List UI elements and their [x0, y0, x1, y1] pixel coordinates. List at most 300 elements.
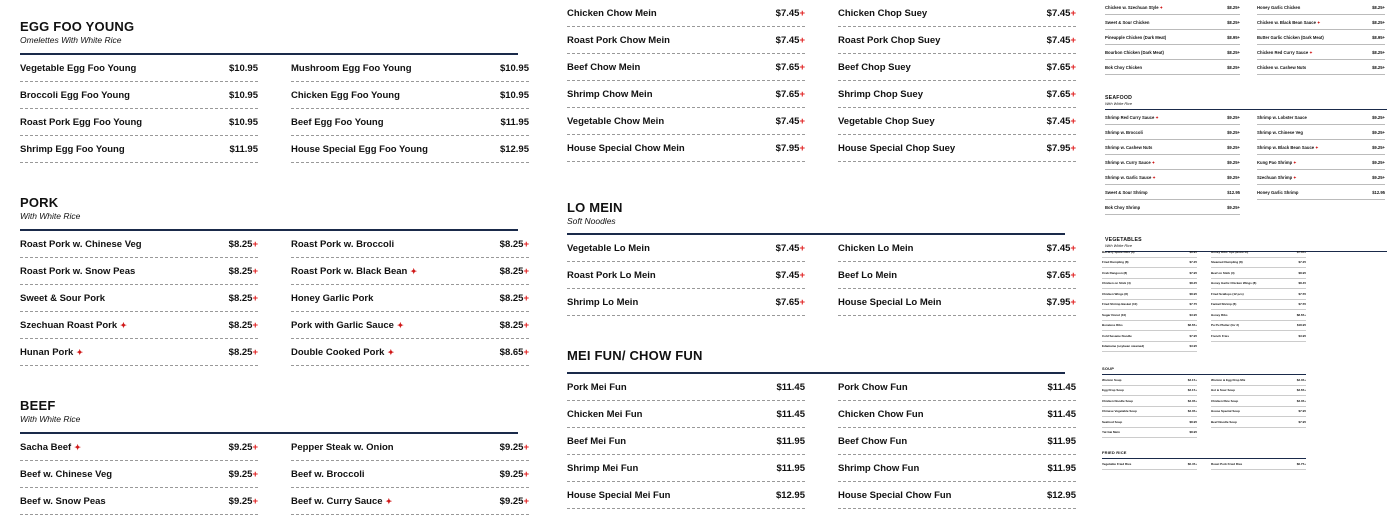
- menu-item-name: [1257, 130, 1303, 135]
- menu-item-price: [1047, 463, 1076, 474]
- menu-item-label: Beef Chow Fun: [838, 435, 908, 447]
- plus-marker: +: [252, 468, 258, 480]
- menu-item-price: [1188, 399, 1197, 403]
- menu-item-name: [1105, 205, 1140, 210]
- menu-item-name: [1105, 175, 1156, 180]
- plus-marker: +: [1070, 61, 1076, 73]
- plus-marker: +: [523, 319, 529, 331]
- chow-mein-list: [567, 0, 1076, 162]
- section-subtitle: With White Rice: [20, 211, 81, 221]
- menu-item-name: [567, 143, 685, 154]
- menu-item: [20, 312, 258, 339]
- price-value: $9.25: [499, 495, 524, 507]
- menu-item-label: Beef w. Snow Peas: [20, 495, 106, 507]
- menu-item-name: [1102, 271, 1127, 275]
- menu-item-price: [1047, 35, 1076, 46]
- menu-item-price: [500, 266, 529, 277]
- menu-item-label: Shrimp Lo Mein: [567, 296, 639, 308]
- menu-item-name: [1105, 65, 1142, 70]
- menu-item: [1211, 279, 1306, 290]
- menu-item: [1102, 428, 1197, 439]
- menu-item-label: Kung Pao Shrimp: [1257, 159, 1293, 165]
- price-value: $6.45+: [1187, 461, 1197, 466]
- menu-item-price: [1372, 20, 1385, 25]
- price-value: $3.35+: [1296, 398, 1306, 403]
- menu-item-name: [1102, 462, 1131, 466]
- price-value: $3.65+: [1296, 388, 1306, 393]
- menu-item-price: [229, 90, 258, 101]
- menu-item-label: Double Cooked Pork: [291, 346, 385, 358]
- menu-item-price: [229, 442, 258, 453]
- price-value: $8.25+: [1227, 49, 1240, 55]
- menu-item-label: Roast Pork Lo Mein: [567, 269, 656, 281]
- menu-item: [1257, 140, 1385, 155]
- menu-item-price: [1297, 313, 1306, 317]
- price-value: $8.25: [1189, 281, 1197, 286]
- price-value: $10.95: [228, 116, 258, 128]
- menu-item-name: [567, 116, 664, 127]
- menu-item-name: [838, 35, 940, 46]
- menu-item-name: [291, 347, 394, 358]
- menu-item-price: [1227, 20, 1240, 25]
- column-right: [1105, 0, 1387, 252]
- menu-item-name: [1257, 115, 1307, 120]
- menu-item-price: [1047, 436, 1076, 447]
- menu-item-price: [1047, 89, 1076, 100]
- menu-item-name: [1102, 281, 1131, 285]
- menu-item-price: [500, 320, 529, 331]
- price-value: $9.25: [228, 495, 253, 507]
- section-title-egg-foo-young: EGG FOO YOUNG: [20, 19, 135, 34]
- menu-item: [1102, 375, 1197, 386]
- menu-item: [1105, 60, 1240, 75]
- menu-item: [1211, 321, 1306, 332]
- menu-item-price: [1298, 420, 1306, 424]
- menu-item-label: Broccoli Egg Foo Young: [20, 89, 130, 101]
- menu-item: [291, 231, 529, 258]
- price-value: $8.25: [499, 292, 524, 304]
- menu-item-price: [1188, 462, 1197, 466]
- menu-item-name: [567, 409, 642, 420]
- menu-item-label: Beef Noodle Soup: [1211, 419, 1237, 424]
- plus-marker: +: [1070, 142, 1076, 154]
- menu-item: [1211, 331, 1306, 342]
- menu-item: [838, 235, 1076, 262]
- menu-item-price: [1298, 302, 1306, 306]
- menu-item-price: [776, 62, 805, 73]
- price-value: $9.25+: [1372, 144, 1385, 150]
- menu-item-label: Vegetable Egg Foo Young: [20, 62, 137, 74]
- menu-item-label: Pork Chow Fun: [838, 381, 908, 393]
- menu-item-name: [291, 496, 392, 507]
- menu-item-label: Chicken Rice Soup: [1211, 398, 1239, 403]
- menu-item: [1105, 30, 1240, 45]
- menu-item-name: [838, 382, 908, 393]
- menu-item: [1257, 0, 1385, 15]
- menu-item-label: Chicken on Stick (4): [1102, 281, 1131, 286]
- menu-item-label: Chicken Egg Foo Young: [291, 89, 400, 101]
- menu-item-name: [567, 297, 638, 308]
- menu-item: [838, 81, 1076, 108]
- plus-marker: +: [1070, 7, 1076, 19]
- price-value: $7.95: [1046, 142, 1071, 154]
- menu-item-label: Honey Ribs Tips (Bone in): [1211, 249, 1249, 254]
- menu-item-price: [1227, 190, 1240, 195]
- menu-item-label: Honey Ribs: [1211, 312, 1228, 317]
- menu-item-price: [229, 144, 258, 155]
- menu-item: [838, 54, 1076, 81]
- menu-item-label: Szechuan Roast Pork: [20, 319, 118, 331]
- menu-item-name: [838, 89, 923, 100]
- menu-item: [20, 55, 258, 82]
- menu-item-label: Shrimp w. Curry Sauce: [1105, 159, 1151, 165]
- price-value: $9.25+: [1372, 114, 1385, 120]
- menu-item-label: Beef Chow Mein: [567, 61, 641, 73]
- menu-item-price: [1188, 388, 1197, 392]
- menu-item-label: Sweet & Sour Pork: [20, 292, 105, 304]
- menu-item: [838, 455, 1076, 482]
- menu-item-name: [1257, 160, 1297, 165]
- menu-item: [1211, 417, 1306, 428]
- menu-item-price: [776, 143, 805, 154]
- menu-item-price: [229, 469, 258, 480]
- price-value: $7.95: [775, 142, 800, 154]
- menu-item: [1257, 155, 1385, 170]
- menu-item: [1105, 45, 1240, 60]
- price-value: $7.25: [1298, 260, 1306, 265]
- menu-item-label: Shrimp w. Chinese Veg: [1257, 129, 1303, 135]
- menu-item-label: Shrimp w. Garlic Sauce: [1105, 174, 1152, 180]
- menu-item-label: Bar-B-Q Spare Ribs (6): [1102, 249, 1135, 254]
- menu-item-name: [1211, 313, 1228, 317]
- menu-item-price: [1189, 313, 1197, 317]
- plus-marker: +: [1070, 296, 1076, 308]
- menu-item: [1211, 268, 1306, 279]
- price-value: $9.25+: [1227, 174, 1240, 180]
- menu-item-label: Sweet & Sour Chicken: [1105, 19, 1150, 25]
- price-value: $3.95: [1189, 312, 1197, 317]
- menu-item-name: [567, 382, 627, 393]
- menu-item-price: [776, 116, 805, 127]
- menu-item-label: Shrimp w. Lobster Sauce: [1257, 114, 1307, 120]
- price-value: $8.25: [499, 265, 524, 277]
- menu-item-price: [1188, 323, 1197, 327]
- price-value: $8.65+: [1187, 323, 1197, 328]
- menu-item-label: Wonton & Egg Drop Mix: [1211, 377, 1246, 382]
- plus-marker: +: [523, 495, 529, 507]
- menu-item-name: [1211, 260, 1243, 264]
- menu-item: [1257, 45, 1385, 60]
- menu-item-label: Chicken Lo Mein: [838, 242, 914, 254]
- menu-item-name: [1105, 190, 1148, 195]
- menu-item-price: [229, 239, 258, 250]
- menu-item-name: [567, 463, 638, 474]
- plus-marker: +: [252, 238, 258, 250]
- plus-marker: +: [252, 346, 258, 358]
- menu-item-price: [1372, 175, 1385, 180]
- menu-item-name: [838, 116, 935, 127]
- menu-item-name: [1211, 281, 1256, 285]
- menu-item-label: Roast Pork w. Chinese Veg: [20, 238, 142, 250]
- price-value: $9.25+: [1227, 144, 1240, 150]
- menu-item-name: [1257, 190, 1298, 195]
- menu-item-price: [776, 35, 805, 46]
- menu-item: [1257, 15, 1385, 30]
- menu-item-label: Pineapple Chicken (Dark Meat): [1105, 34, 1167, 40]
- menu-item-label: Beef Lo Mein: [838, 269, 898, 281]
- menu-item: [20, 285, 258, 312]
- section-title-soup: SOUP: [1102, 366, 1115, 371]
- menu-item-label: Fried Dumpling (8): [1102, 260, 1129, 265]
- seafood-list: [1105, 110, 1387, 215]
- menu-item-price: [1297, 323, 1306, 327]
- menu-item-name: [291, 144, 428, 155]
- menu-item-price: [229, 117, 258, 128]
- plus-marker: +: [799, 142, 805, 154]
- price-value: $8.95: [1189, 430, 1197, 435]
- menu-item-name: [1102, 292, 1128, 296]
- menu-item: [1211, 396, 1306, 407]
- menu-item-price: [1189, 334, 1197, 338]
- chili-pepper-icon: ✦: [1316, 19, 1321, 25]
- price-value: $9.25: [228, 441, 253, 453]
- menu-item: [1211, 459, 1306, 470]
- menu-item: [291, 55, 529, 82]
- price-value: $9.25: [499, 441, 524, 453]
- price-value: $11.95: [1047, 462, 1076, 474]
- menu-item-name: [1102, 344, 1144, 348]
- price-value: $8.25+: [1227, 64, 1240, 70]
- menu-item-name: [1257, 65, 1306, 70]
- menu-item: [1105, 155, 1240, 170]
- menu-item-price: [1372, 145, 1385, 150]
- menu-item-price: [229, 320, 258, 331]
- menu-item: [1102, 342, 1197, 353]
- lo-mein-list: [567, 235, 1076, 316]
- menu-item: [1211, 386, 1306, 397]
- menu-item-label: Sweet & Sour Shrimp: [1105, 189, 1148, 195]
- appetizer-list: [1102, 247, 1306, 352]
- price-value: $11.95: [776, 462, 805, 474]
- chili-pepper-icon: ✦: [76, 347, 84, 357]
- menu-item-label: Seafood Soup: [1102, 419, 1123, 424]
- menu-item-name: [1102, 378, 1121, 382]
- menu-item-name: [1211, 323, 1239, 327]
- menu-item-name: [567, 89, 653, 100]
- menu-item-label: Steamed Dumpling (8): [1211, 260, 1243, 265]
- price-value: $7.25: [1189, 260, 1197, 265]
- menu-item-price: [500, 117, 529, 128]
- menu-item: [838, 289, 1076, 316]
- menu-item-price: [1298, 260, 1306, 264]
- menu-item-name: [291, 63, 412, 74]
- price-value: $7.45: [775, 115, 800, 127]
- menu-item-name: [291, 293, 373, 304]
- menu-item-name: [20, 469, 112, 480]
- menu-item-name: [20, 496, 106, 507]
- price-value: $7.75: [1189, 302, 1197, 307]
- price-value: $7.45: [775, 242, 800, 254]
- menu-item-name: [291, 469, 365, 480]
- menu-item-price: [1047, 116, 1076, 127]
- menu-item-price: [776, 270, 805, 281]
- menu-item: [567, 262, 805, 289]
- menu-item-price: [500, 347, 529, 358]
- column-middle: [567, 0, 1076, 509]
- menu-item-price: [776, 409, 805, 420]
- menu-item-price: [1372, 35, 1385, 40]
- price-value: $7.95: [1298, 419, 1306, 424]
- menu-item-name: [1102, 302, 1137, 306]
- menu-item-name: [1105, 145, 1152, 150]
- menu-item: [1105, 185, 1240, 200]
- menu-item-name: [1102, 313, 1126, 317]
- price-value: $8.25: [228, 319, 253, 331]
- section-subtitle: Omelettes With White Rice: [20, 35, 122, 45]
- menu-item: [20, 136, 258, 163]
- menu-item-price: [1227, 115, 1240, 120]
- price-value: $7.45: [1046, 242, 1071, 254]
- menu-item-label: Honey Garlic Chicken Wings (8): [1211, 281, 1257, 286]
- menu-item-label: Vegetable Lo Mein: [567, 242, 650, 254]
- menu-item-name: [1211, 334, 1229, 338]
- price-value: $11.45: [776, 381, 805, 393]
- price-value: $8.25+: [1227, 4, 1240, 10]
- menu-item-price: [776, 436, 805, 447]
- menu-item: [1105, 125, 1240, 140]
- menu-item-price: [1189, 420, 1197, 424]
- price-value: $9.25: [499, 468, 524, 480]
- menu-item: [291, 82, 529, 109]
- price-value: $7.45: [775, 7, 800, 19]
- menu-item-name: [1102, 388, 1124, 392]
- menu-item-price: [1298, 281, 1306, 285]
- menu-item: [567, 455, 805, 482]
- menu-item: [838, 108, 1076, 135]
- chili-pepper-icon: ✦: [410, 266, 418, 276]
- menu-item-name: [838, 143, 955, 154]
- menu-item-price: [1372, 160, 1385, 165]
- menu-item-name: [1102, 323, 1123, 327]
- menu-item: [1257, 125, 1385, 140]
- menu-item: [567, 401, 805, 428]
- menu-item-name: [838, 490, 952, 501]
- menu-item-label: Crab Rangoon (8): [1102, 270, 1128, 275]
- menu-item-name: [1211, 409, 1240, 413]
- menu-item-price: [1298, 271, 1306, 275]
- menu-item-name: [1257, 20, 1320, 25]
- menu-item-label: Butter Garlic Chicken (Dark Meat): [1257, 34, 1324, 40]
- menu-item-price: [1189, 250, 1197, 254]
- menu-item-name: [1105, 35, 1166, 40]
- menu-item-price: [1372, 115, 1385, 120]
- menu-item: [838, 374, 1076, 401]
- menu-item-name: [1257, 35, 1324, 40]
- menu-item-price: [1047, 62, 1076, 73]
- menu-item-name: [1257, 50, 1313, 55]
- menu-item-label: Shrimp Chow Mein: [567, 88, 653, 100]
- price-value: $12.95: [775, 489, 805, 501]
- price-value: $8.95+: [1372, 34, 1385, 40]
- plus-marker: +: [523, 346, 529, 358]
- price-value: $6.75+: [1296, 461, 1306, 466]
- menu-item-name: [1105, 50, 1164, 55]
- price-value: $7.45: [1046, 115, 1071, 127]
- menu-item-label: Pork with Garlic Sauce: [291, 319, 394, 331]
- menu-item-label: Shrimp Egg Foo Young: [20, 143, 125, 155]
- plus-marker: +: [799, 115, 805, 127]
- menu-item-label: Roast Pork w. Broccoli: [291, 238, 395, 250]
- menu-item-price: [500, 293, 529, 304]
- menu-item-label: House Special Soup: [1211, 409, 1240, 414]
- price-value: $8.95+: [1227, 34, 1240, 40]
- section-title-fried-rice: FRIED RICE: [1102, 450, 1127, 455]
- menu-item-name: [20, 266, 135, 277]
- menu-item: [1102, 331, 1197, 342]
- pork-list: [20, 231, 529, 366]
- plus-marker: +: [1070, 34, 1076, 46]
- menu-item: [1102, 417, 1197, 428]
- price-value: $8.45: [1298, 281, 1306, 286]
- menu-item-label: Shrimp Mei Fun: [567, 462, 639, 474]
- section-title-mei-fun: MEI FUN/ CHOW FUN: [567, 348, 703, 363]
- price-value: $7.95: [1046, 296, 1071, 308]
- menu-item-label: Pepper Steak w. Onion: [291, 441, 394, 453]
- menu-item-label: Hot & Sour Soup: [1211, 388, 1235, 393]
- price-value: $7.95: [1298, 409, 1306, 414]
- menu-item-price: [1047, 143, 1076, 154]
- menu-item-name: [20, 293, 105, 304]
- menu-item-name: [291, 90, 400, 101]
- price-value: $8.25+: [1227, 19, 1240, 25]
- menu-item: [1102, 258, 1197, 269]
- menu-item-label: Chicken Chow Mein: [567, 7, 657, 19]
- egg-foo-young-list: [20, 55, 529, 163]
- menu-item-label: Vegetable Fried Rice: [1102, 461, 1132, 466]
- price-value: $12.95: [1227, 189, 1240, 195]
- menu-item: [20, 434, 258, 461]
- menu-item-label: Roast Pork w. Black Bean: [291, 265, 408, 277]
- menu-item-price: [776, 463, 805, 474]
- menu-item-name: [20, 239, 142, 250]
- menu-item-price: [1189, 292, 1197, 296]
- menu-item-label: Chinese Vegetable Soup: [1102, 409, 1137, 414]
- price-value: $18.95: [1296, 323, 1306, 328]
- menu-item-label: Chicken Mei Fun: [567, 408, 643, 420]
- menu-item-label: Honey Garlic Pork: [291, 292, 374, 304]
- price-value: $8.25+: [1372, 64, 1385, 70]
- menu-item: [1211, 300, 1306, 311]
- menu-item-price: [1297, 399, 1306, 403]
- menu-item-name: [1102, 399, 1133, 403]
- menu-item-name: [20, 63, 136, 74]
- menu-item-label: Beef Egg Foo Young: [291, 116, 384, 128]
- menu-item-price: [1227, 160, 1240, 165]
- plus-marker: +: [252, 319, 258, 331]
- menu-item-name: [567, 35, 670, 46]
- menu-item-label: Bok Choy Chicken: [1105, 64, 1142, 70]
- plus-marker: +: [799, 61, 805, 73]
- menu-item-price: [776, 8, 805, 19]
- price-value: $10.95: [499, 89, 529, 101]
- menu-item-price: [1047, 270, 1076, 281]
- menu-item-name: [1105, 160, 1155, 165]
- price-value: $10.95: [228, 62, 258, 74]
- menu-item: [1257, 170, 1385, 185]
- section-subtitle: Soft Noodles: [567, 216, 616, 226]
- plus-marker: +: [252, 495, 258, 507]
- menu-item-label: Roast Pork Chop Suey: [838, 34, 941, 46]
